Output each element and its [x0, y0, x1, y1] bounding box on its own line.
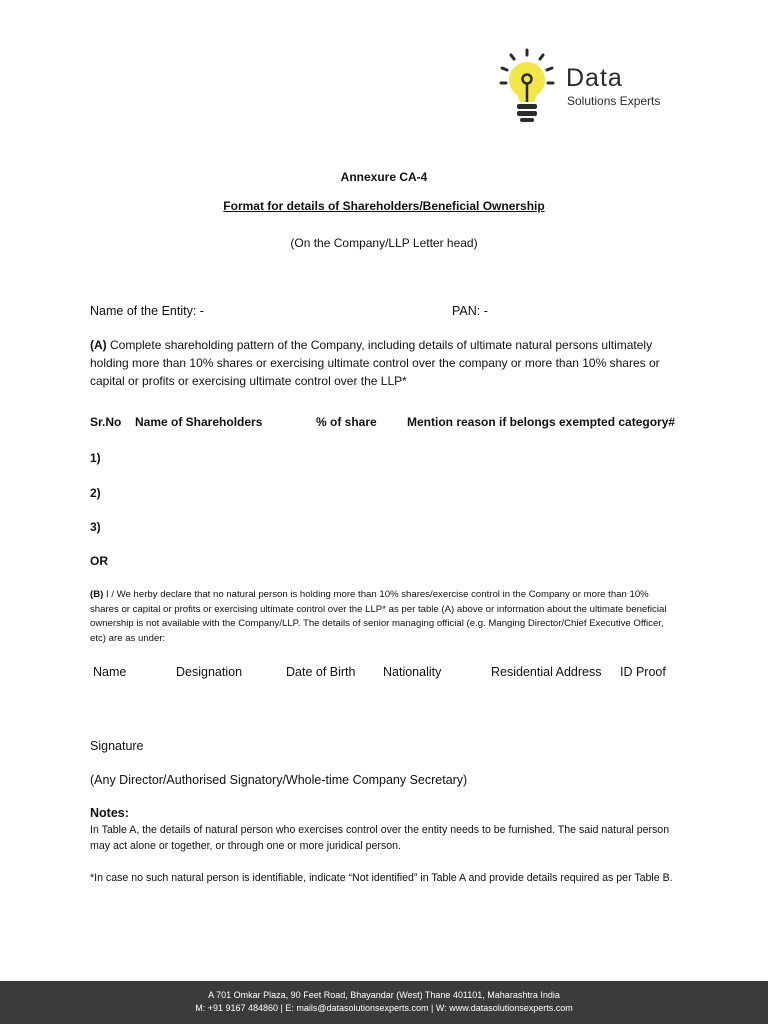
table-a-row-3: 3)	[90, 520, 101, 534]
table-b-header-address: Residential Address	[491, 665, 602, 679]
section-b-paragraph	[90, 588, 680, 646]
notes-heading: Notes:	[90, 806, 129, 820]
table-b-header-name: Name	[93, 665, 127, 679]
annexure-title: Annexure CA-4	[340, 170, 428, 184]
table-a-header-reason: Mention reason if belongs exempted category#	[407, 415, 676, 429]
table-a-header-share: % of share	[316, 415, 377, 429]
page-footer	[0, 981, 768, 1024]
table-a-header-srno: Sr.No	[90, 415, 122, 429]
format-title-text: Format for details of Shareholders/Beneficial Ownership	[223, 199, 545, 213]
format-title	[0, 199, 768, 213]
note-1: In Table A, the details of natural person who exercises control over the entity needs to be furnished. The said natural person may act alone or together, or through one or more juridical person.	[90, 824, 670, 852]
section-a-marker: (A)	[90, 338, 107, 352]
table-b-header-nationality: Nationality	[383, 665, 442, 679]
company-logo	[496, 46, 696, 126]
table-b-header-dob: Date of Birth	[286, 665, 356, 679]
table-b-header-id-proof: ID Proof	[620, 665, 666, 679]
section-a-text: Complete shareholding pattern of the Company, including details of ultimate natural persons ultimately holding more than 10% shares or exercising ultimate control over the company or more than 10% shares or capital or profits or exercising ultimate control over the LLP*	[90, 338, 660, 388]
table-a-row-1: 1)	[90, 451, 101, 465]
or-separator: OR	[90, 554, 108, 568]
note-2: *In case no such natural person is identifiable, indicate “Not identified” in Table A and provide details required as per Table B.	[90, 872, 673, 884]
section-b-text: I / We herby declare that no natural person is holding more than 10% shares/exercise control in the Company or more than 10% shares or capital or profits or exercising ultimate control over the LLP* as per table (A) above or information about the ultimate beneficial ownership is not available with the Company/LLP. The details of senior managing official (e.g. Manging Director/Chief Executive Officer, etc) are as under:	[90, 589, 667, 644]
section-b-marker: (B)	[90, 589, 104, 600]
logo-tagline: Solutions Experts	[567, 94, 661, 108]
signatory-note: (Any Director/Authorised Signatory/Whole-time Company Secretary)	[90, 773, 468, 787]
entity-name-label: Name of the Entity: -	[90, 304, 204, 318]
table-a-header-name: Name of Shareholders	[135, 415, 263, 429]
table-a-row-2: 2)	[90, 486, 101, 500]
footer-contact: M: +91 9167 484860 | E: mails@datasolutionsexperts.com | W: www.datasolutionsexperts.com	[195, 1003, 573, 1013]
letterhead-note: (On the Company/LLP Letter head)	[290, 236, 478, 250]
signature-label: Signature	[90, 739, 144, 753]
section-a-paragraph	[90, 336, 680, 390]
lightbulb-icon	[496, 46, 560, 126]
pan-label: PAN: -	[452, 304, 488, 318]
logo-wordmark: Data	[566, 64, 623, 92]
table-b-header-designation: Designation	[176, 665, 243, 679]
footer-address: A 701 Omkar Plaza, 90 Feet Road, Bhayandar (West) Thane 401101, Maharashtra India	[208, 990, 560, 1000]
